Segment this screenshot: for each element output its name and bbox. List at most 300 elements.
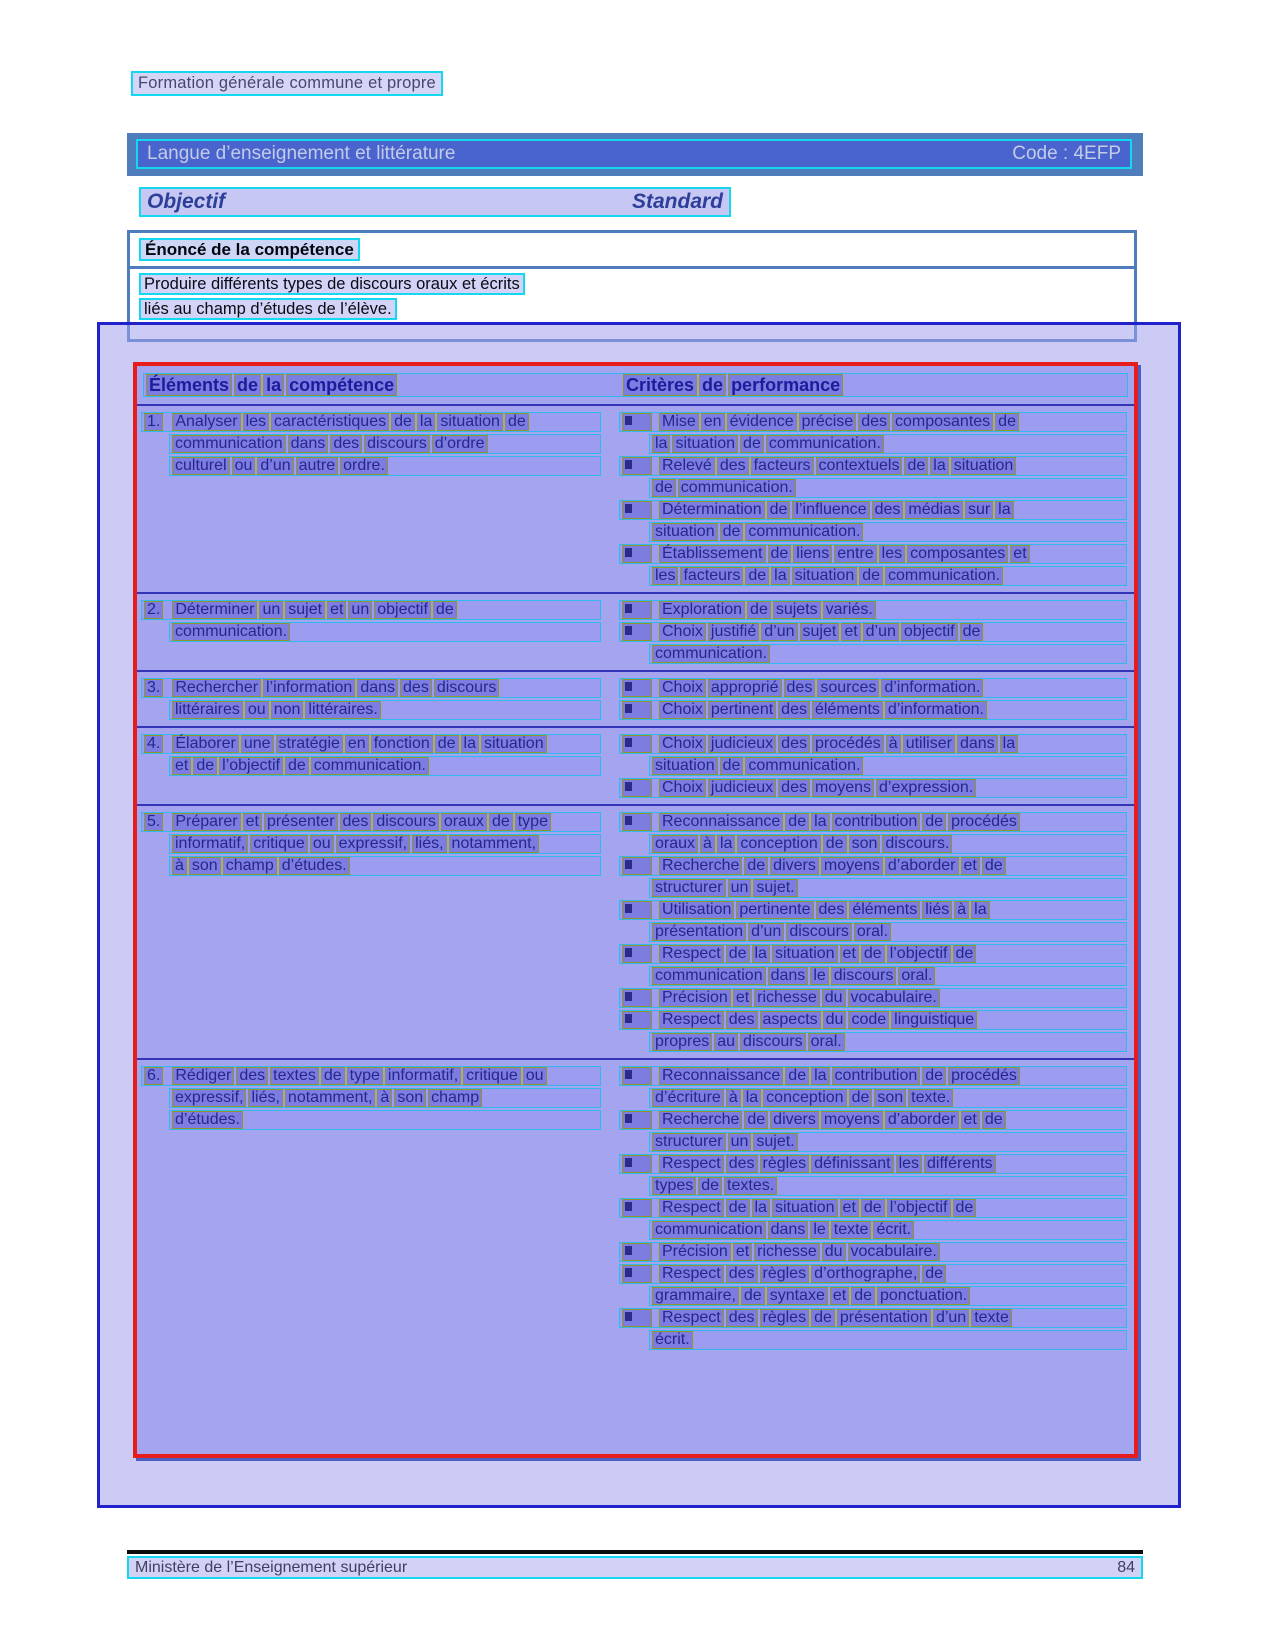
word: Relevé	[659, 457, 715, 475]
word: de	[744, 857, 768, 875]
bullet-box	[622, 623, 652, 641]
word: textes	[270, 1067, 319, 1085]
word: la	[995, 501, 1013, 519]
table-row	[137, 806, 1134, 1058]
word: discours	[364, 435, 430, 453]
word: conception	[737, 835, 820, 853]
word: structurer	[652, 879, 726, 897]
bullet-icon	[625, 1312, 632, 1321]
word: en	[701, 413, 725, 431]
row-number: 2.	[144, 601, 163, 619]
word: informatif,	[385, 1067, 461, 1085]
word: des	[872, 501, 904, 519]
word: moyens	[821, 857, 883, 875]
element-cell	[137, 678, 609, 722]
table-header-line	[143, 373, 1128, 397]
word: de	[489, 813, 513, 831]
word: ou	[232, 457, 256, 475]
word: de	[505, 413, 529, 431]
word: de	[698, 1177, 722, 1195]
word: son	[189, 857, 221, 875]
word: fonction	[371, 735, 433, 753]
word: différents	[924, 1155, 996, 1173]
word: texte	[971, 1309, 1012, 1327]
word: Recherche	[659, 1111, 742, 1129]
word: et	[243, 813, 262, 831]
word: discours	[434, 679, 500, 697]
course-title: Langue d’enseignement et littérature	[147, 143, 456, 164]
word: le	[810, 967, 828, 985]
text-line	[619, 856, 1127, 876]
word: liés	[922, 901, 952, 919]
word: stratégie	[276, 735, 343, 753]
word: de	[747, 601, 771, 619]
word: communication.	[311, 757, 429, 775]
word: de	[861, 1199, 885, 1217]
table-row	[137, 594, 1134, 670]
word: et	[840, 945, 859, 963]
word: des	[726, 1265, 758, 1283]
word: médias	[905, 501, 963, 519]
word: expressif,	[336, 835, 410, 853]
word: Établissement	[659, 545, 766, 563]
word: divers	[770, 857, 819, 875]
word: les	[652, 567, 678, 585]
word: Préparer	[172, 813, 240, 831]
word: son	[394, 1089, 426, 1107]
word: Précision	[659, 989, 731, 1007]
word: discours	[373, 813, 439, 831]
text-line	[141, 1066, 601, 1086]
word: les	[896, 1155, 922, 1173]
bullet-box	[622, 1067, 652, 1085]
word: la	[771, 567, 789, 585]
word: Choix	[659, 623, 706, 641]
word: sujets	[773, 601, 821, 619]
word: dans	[957, 735, 998, 753]
word: communication	[172, 435, 286, 453]
text-line	[619, 600, 1127, 620]
word: oral.	[808, 1033, 845, 1051]
word: d’études.	[279, 857, 350, 875]
word: Analyser	[172, 413, 240, 431]
bullet-box	[622, 1111, 652, 1129]
word: communication.	[172, 623, 290, 641]
enonce-body-line	[139, 300, 1134, 319]
word: et	[961, 1111, 980, 1129]
word: champ	[223, 857, 277, 875]
word: sur	[965, 501, 993, 519]
bullet-icon	[625, 704, 632, 713]
bullet-icon	[625, 1202, 632, 1211]
word: Choix	[659, 701, 706, 719]
word: des	[784, 679, 816, 697]
bullet-box	[622, 457, 652, 475]
word: de	[859, 567, 883, 585]
word: sujet	[800, 623, 840, 641]
word: Rédiger	[172, 1067, 234, 1085]
bullet-icon	[625, 604, 632, 613]
text-line	[619, 456, 1127, 476]
word: Recherche	[659, 857, 742, 875]
criteria-cell	[609, 1066, 1134, 1352]
word: les	[879, 545, 905, 563]
bullet-icon	[625, 1246, 632, 1255]
word: l’objectif	[887, 1199, 951, 1217]
text-line	[169, 456, 601, 476]
bullet-box	[622, 901, 652, 919]
word: ou	[523, 1067, 547, 1085]
word: la	[971, 901, 989, 919]
word: discours.	[882, 835, 952, 853]
text-line	[649, 1220, 1127, 1240]
word: la	[811, 813, 829, 831]
word: linguistique	[891, 1011, 977, 1029]
word: Choix	[659, 679, 706, 697]
word: Respect	[659, 945, 724, 963]
word: Exploration	[659, 601, 745, 619]
word: variés.	[823, 601, 876, 619]
text-line	[649, 1032, 1127, 1052]
bullet-icon	[625, 860, 632, 869]
word: Rechercher	[172, 679, 261, 697]
word: ou	[245, 701, 269, 719]
word: des	[717, 457, 749, 475]
criteria-cell	[609, 812, 1134, 1054]
word: de	[726, 945, 750, 963]
word: composantes	[892, 413, 993, 431]
bullet-icon	[625, 460, 632, 469]
word: la	[752, 1199, 770, 1217]
word: de	[699, 374, 726, 396]
text-line	[619, 1308, 1127, 1328]
text-line	[619, 944, 1127, 964]
word: Respect	[659, 1265, 724, 1283]
word: communication.	[745, 523, 863, 541]
word: un	[259, 601, 283, 619]
bullet-icon	[625, 626, 632, 635]
word: de	[922, 813, 946, 831]
footer-ministry: Ministère de l’Enseignement supérieur	[135, 1558, 408, 1576]
element-cell	[137, 734, 609, 800]
text-line	[649, 522, 1127, 542]
bullet-icon	[625, 948, 632, 957]
element-cell	[137, 412, 609, 588]
word: code	[848, 1011, 889, 1029]
word: son	[849, 835, 881, 853]
word: richesse	[754, 1243, 820, 1261]
word: structurer	[652, 1133, 726, 1151]
bullet-icon	[625, 1268, 632, 1277]
word: et	[961, 857, 980, 875]
word: dans	[768, 967, 809, 985]
word: des	[726, 1309, 758, 1327]
text-line	[619, 988, 1127, 1008]
word: contribution	[832, 1067, 921, 1085]
text-line	[619, 900, 1127, 920]
bullet-box	[622, 1199, 652, 1217]
word: présentation	[837, 1309, 931, 1327]
bullet-box	[622, 945, 652, 963]
word: de	[861, 945, 885, 963]
enonce-body-line	[139, 275, 1134, 294]
word: d’information.	[881, 679, 983, 697]
word: de	[849, 1089, 873, 1107]
word: situation	[772, 1199, 838, 1217]
word: vocabulaire.	[848, 989, 940, 1007]
word: de	[193, 757, 217, 775]
bullet-box	[622, 679, 652, 697]
text-line	[619, 622, 1127, 642]
word: caractéristiques	[271, 413, 389, 431]
word: divers	[770, 1111, 819, 1129]
word: de	[652, 479, 676, 497]
row-number: 4.	[144, 735, 163, 753]
word: dans	[768, 1221, 809, 1239]
text-line	[649, 1088, 1127, 1108]
word: Respect	[659, 1199, 724, 1217]
word: des	[340, 813, 372, 831]
word: notamment,	[449, 835, 539, 853]
text-line	[141, 678, 601, 698]
bullet-icon	[625, 1114, 632, 1123]
word: de	[960, 623, 984, 641]
word: communication.	[745, 757, 863, 775]
text-line	[169, 834, 601, 854]
word: communication.	[885, 567, 1003, 585]
word: judicieux	[708, 735, 776, 753]
word: liés,	[412, 835, 446, 853]
word: culturel	[172, 457, 230, 475]
text-line	[649, 966, 1127, 986]
bullet-box	[622, 601, 652, 619]
word: et	[172, 757, 191, 775]
word: communication.	[678, 479, 796, 497]
enonce-text-2: liés au champ d’études de l’élève.	[139, 298, 397, 320]
word: un	[348, 601, 372, 619]
word: oraux	[441, 813, 487, 831]
word: Éléments	[146, 374, 232, 396]
bullet-icon	[625, 1158, 632, 1167]
word: du	[823, 1011, 847, 1029]
text-line	[649, 1286, 1127, 1306]
word: de	[321, 1067, 345, 1085]
table-row	[137, 406, 1134, 592]
word: Reconnaissance	[659, 1067, 783, 1085]
word: Déterminer	[172, 601, 257, 619]
word: et	[830, 1287, 849, 1305]
word: notamment,	[285, 1089, 375, 1107]
word: Respect	[659, 1011, 724, 1029]
bullet-icon	[625, 1070, 632, 1079]
word: d’études.	[172, 1111, 243, 1129]
text-line	[169, 856, 601, 876]
word: moyens	[812, 779, 874, 797]
word: situation	[792, 567, 858, 585]
bullet-box	[622, 989, 652, 1007]
word: sources	[817, 679, 879, 697]
text-line	[619, 1242, 1127, 1262]
page-number: 84	[1117, 1558, 1135, 1576]
bullet-icon	[625, 904, 632, 913]
word: Respect	[659, 1155, 724, 1173]
word: de	[740, 435, 764, 453]
word: facteurs	[680, 567, 743, 585]
word: procédés	[948, 1067, 1020, 1085]
word: champ	[428, 1089, 482, 1107]
word: textes.	[724, 1177, 777, 1195]
table-row	[137, 672, 1134, 726]
word: la	[811, 1067, 829, 1085]
word: à	[172, 857, 187, 875]
text-line	[649, 878, 1127, 898]
word: Critères	[623, 374, 697, 396]
word: situation	[652, 757, 718, 775]
word: compétence	[286, 374, 397, 396]
word: informatif,	[172, 835, 248, 853]
bullet-box	[622, 779, 652, 797]
word: et	[1010, 545, 1029, 563]
word: critique	[250, 835, 308, 853]
word: la	[743, 1089, 761, 1107]
word: éléments	[849, 901, 920, 919]
word: communication	[652, 967, 766, 985]
text-line	[169, 756, 601, 776]
word: des	[858, 413, 890, 431]
word: propres	[652, 1033, 712, 1051]
word: non	[271, 701, 304, 719]
word: de	[720, 523, 744, 541]
text-line	[619, 778, 1127, 798]
text-line	[649, 1132, 1127, 1152]
heading-objectif: Objectif	[147, 190, 226, 213]
bullet-icon	[625, 738, 632, 747]
table-row	[137, 728, 1134, 804]
word: écrit.	[652, 1331, 693, 1349]
bullet-icon	[625, 782, 632, 791]
word: des	[816, 901, 848, 919]
text-line	[169, 434, 601, 454]
word: moyens	[821, 1111, 883, 1129]
word: de	[745, 567, 769, 585]
word: la	[717, 835, 735, 853]
word: discours	[786, 923, 852, 941]
text-line	[649, 834, 1127, 854]
table-header-right	[622, 374, 844, 396]
word: et	[733, 1243, 752, 1261]
text-line	[619, 544, 1127, 564]
word: et	[840, 1199, 859, 1217]
word: présentation	[652, 923, 746, 941]
word: à	[377, 1089, 392, 1107]
word: types	[652, 1177, 696, 1195]
word: Élaborer	[172, 735, 238, 753]
word: entre	[834, 545, 876, 563]
text-line	[141, 734, 601, 754]
word: de	[953, 1199, 977, 1217]
word: règles	[760, 1265, 810, 1283]
row-number: 6.	[144, 1067, 163, 1085]
word: situation	[772, 945, 838, 963]
bullet-box	[622, 1309, 652, 1327]
word: texte	[831, 1221, 872, 1239]
word: aspects	[760, 1011, 821, 1029]
footer-rule	[127, 1550, 1143, 1554]
word: oral.	[898, 967, 935, 985]
word: et	[841, 623, 860, 641]
word: de	[785, 1067, 809, 1085]
word: une	[241, 735, 274, 753]
word: discours	[740, 1033, 806, 1051]
bullet-box	[622, 413, 652, 431]
word: la	[417, 413, 435, 431]
word: la	[461, 735, 479, 753]
word: de	[234, 374, 261, 396]
row-number: 3.	[144, 679, 163, 697]
word: performance	[728, 374, 843, 396]
section-headings	[139, 187, 731, 217]
word: expressif,	[172, 1089, 246, 1107]
word: Détermination	[659, 501, 765, 519]
text-line	[619, 1264, 1127, 1284]
word: objectif	[901, 623, 958, 641]
word: dans	[357, 679, 398, 697]
word: d’expression.	[876, 779, 976, 797]
word: de	[953, 945, 977, 963]
text-line	[649, 434, 1127, 454]
criteria-cell	[609, 600, 1134, 666]
word: de	[726, 1199, 750, 1217]
word: syntaxe	[767, 1287, 828, 1305]
word: facteurs	[751, 457, 814, 475]
word: de	[744, 1111, 768, 1129]
row-number: 1.	[144, 413, 163, 431]
text-line	[619, 1154, 1127, 1174]
word: d’un	[257, 457, 293, 475]
text-line	[649, 1176, 1127, 1196]
word: de	[285, 757, 309, 775]
word: contribution	[832, 813, 921, 831]
word: dans	[288, 435, 329, 453]
word: un	[728, 879, 752, 897]
word: richesse	[754, 989, 820, 1007]
text-line	[169, 1110, 601, 1130]
word: liés,	[248, 1089, 282, 1107]
word: grammaire,	[652, 1287, 739, 1305]
bullet-box	[622, 545, 652, 563]
word: de	[767, 501, 791, 519]
word: autre	[296, 457, 338, 475]
word: un	[728, 1133, 752, 1151]
criteria-cell	[609, 734, 1134, 800]
text-line	[619, 678, 1127, 698]
word: judicieux	[708, 779, 776, 797]
text-line	[141, 600, 601, 620]
word: et	[327, 601, 346, 619]
word: Choix	[659, 779, 706, 797]
word: discours	[831, 967, 897, 985]
word: pertinent	[708, 701, 776, 719]
word: type	[347, 1067, 383, 1085]
word: ponctuation.	[877, 1287, 970, 1305]
word: règles	[760, 1155, 810, 1173]
word: et	[733, 989, 752, 1007]
row-number: 5.	[144, 813, 163, 831]
text-line	[141, 412, 601, 432]
text-line	[649, 922, 1127, 942]
bullet-box	[622, 701, 652, 719]
word: objectif	[374, 601, 431, 619]
